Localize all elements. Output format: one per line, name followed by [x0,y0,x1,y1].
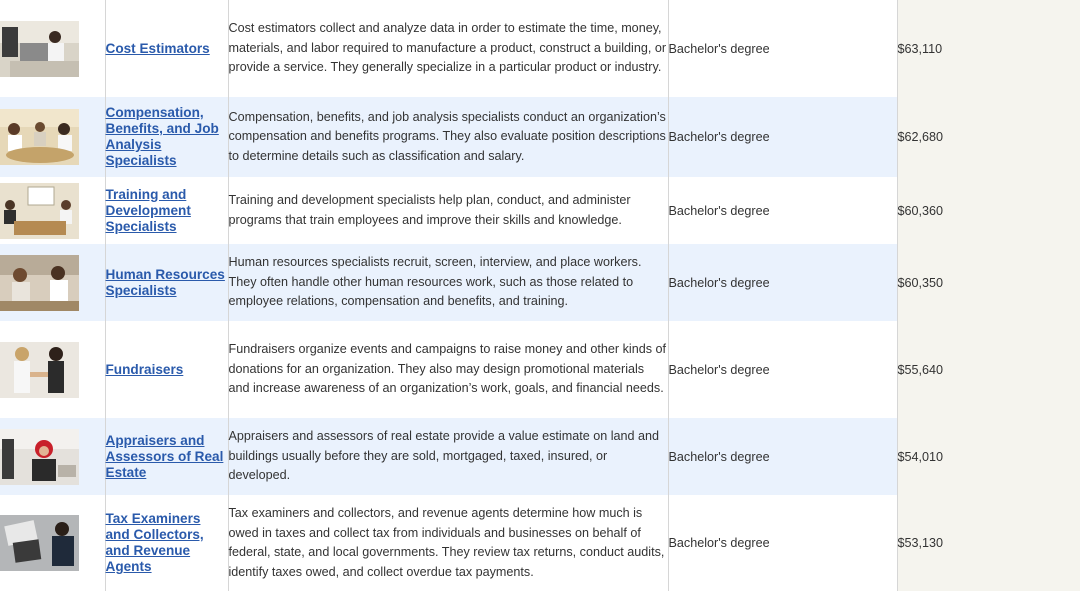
median-pay-value: $54,010 [897,418,1080,495]
occupation-link[interactable]: Tax Examiners and Collectors, and Revenue Agents [105,511,204,574]
table-row [0,177,1080,244]
education-value: Bachelor's degree [668,495,897,591]
meeting-photo-icon[interactable] [0,109,79,165]
median-pay-value: $60,350 [897,244,1080,321]
occupation-description: Training and development specialists help plan, conduct, and administer programs that train employees and improve their skills and knowledge. [228,177,668,244]
occupation-link[interactable]: Cost Estimators [105,40,210,56]
median-pay-value: $60,360 [897,177,1080,244]
appraiser-photo-icon[interactable] [0,429,79,485]
education-value: Bachelor's degree [668,0,897,97]
interview-photo-icon[interactable] [0,255,79,311]
table-row [0,418,1080,495]
occupation-description: Tax examiners and collectors, and revenue agents determine how much is owed in taxes and collect tax from individuals and businesses on behalf of federal, state, and local governments. They review tax returns, conduct audits, identify taxes owed, and collect overdue tax payments. [228,495,668,591]
occupation-description: Fundraisers organize events and campaigns to raise money and other kinds of donations for an organization. They also may design promotional materials and increase awareness of an organization’s work, goals, and financial needs. [228,321,668,418]
table-row [0,97,1080,177]
median-pay-value: $55,640 [897,321,1080,418]
table-row [0,495,1080,591]
education-value: Bachelor's degree [668,418,897,495]
office-worker-photo-icon[interactable] [0,21,79,77]
occupation-link[interactable]: Compensation, Benefits, and Job Analysis Specialists [105,105,219,168]
table-row [0,244,1080,321]
median-pay-value: $53,130 [897,495,1080,591]
occupation-link[interactable]: Human Resources Specialists [105,266,225,298]
calculator-photo-icon[interactable] [0,515,79,571]
occupation-link[interactable]: Appraisers and Assessors of Real Estate [105,432,224,480]
median-pay-value: $62,680 [897,97,1080,177]
table-row [0,321,1080,418]
occupation-description: Human resources specialists recruit, screen, interview, and place workers. They often handle other human resources work, such as those related to employee relations, compensation and benefits, and training. [228,244,668,321]
occupation-description: Cost estimators collect and analyze data in order to estimate the time, money, materials, and labor required to manufacture a product, construct a building, or provide a service. They generally specialize in a particular product or industry. [228,0,668,97]
occupation-description: Appraisers and assessors of real estate provide a value estimate on land and buildings usually before they are sold, mortgaged, taxed, insured, or developed. [228,418,668,495]
handshake-photo-icon[interactable] [0,342,79,398]
education-value: Bachelor's degree [668,321,897,418]
occupation-link[interactable]: Fundraisers [105,361,184,377]
occupation-description: Compensation, benefits, and job analysis specialists conduct an organization’s compensation and benefits programs. They also evaluate position descriptions to determine details such as classification and salary. [228,97,668,177]
table-row [0,0,1080,97]
education-value: Bachelor's degree [668,244,897,321]
presentation-photo-icon[interactable] [0,183,79,239]
education-value: Bachelor's degree [668,97,897,177]
education-value: Bachelor's degree [668,177,897,244]
occupation-link[interactable]: Training and Development Specialists [105,186,191,234]
median-pay-value: $63,110 [897,0,1080,97]
